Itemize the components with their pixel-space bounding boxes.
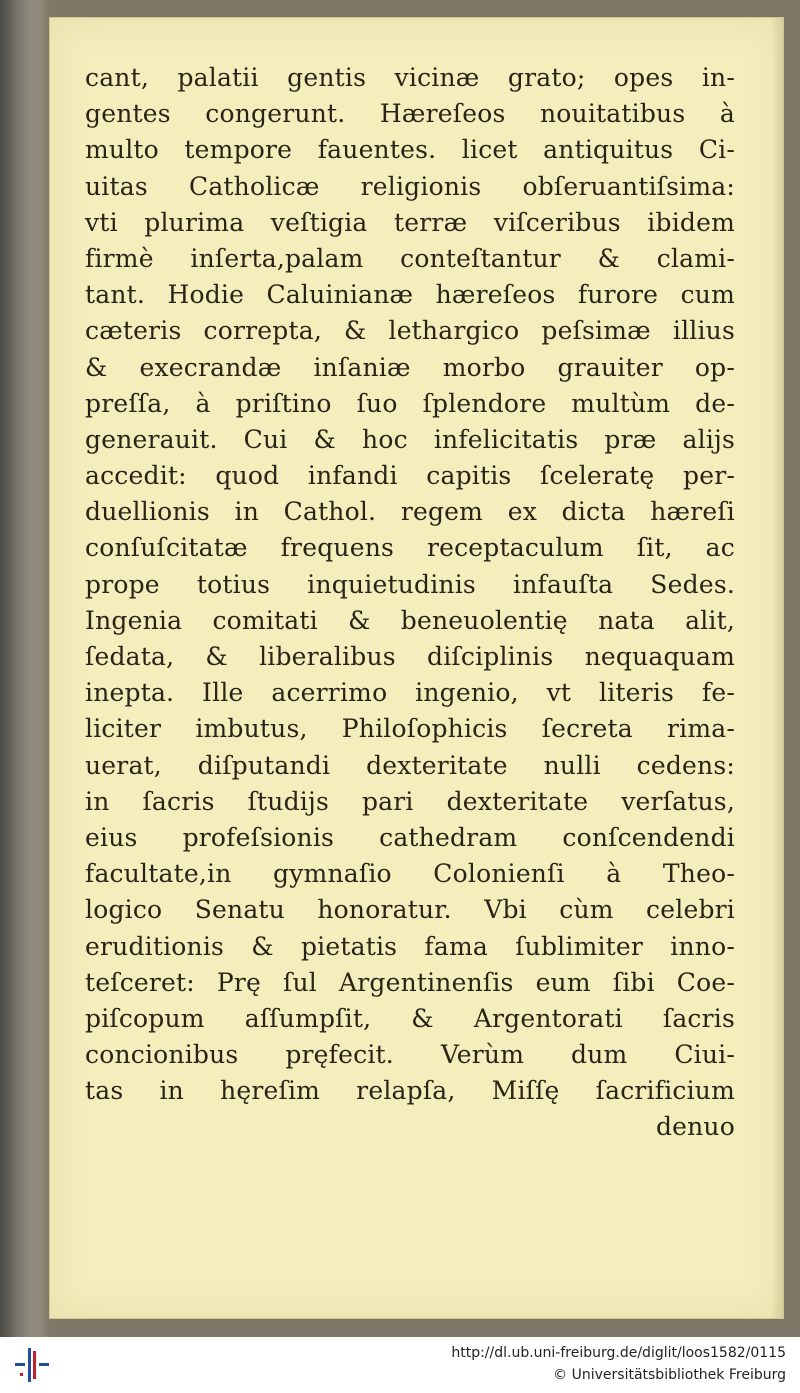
text-line: prope totius inquietudinis infauſta Sedes. [85,569,735,599]
catchword: denuo [655,1112,735,1142]
permalink-link[interactable]: http://dl.ub.uni-freiburg.de/diglit/loos1582/0115 [451,1345,786,1361]
text-line: concionibus pręfecit. Verùm dum Ciui- [85,1040,735,1070]
text-line: gentes congerunt. Hæreſeos nouitatibus à [85,99,735,129]
text-line: logico Senatu honoratur. Vbi cùm celebri [85,895,735,925]
university-library-logo-icon [12,1345,52,1385]
text-line: conſuſcitatæ frequens receptaculum ſit, ac [85,533,735,563]
text-line: in ſacris ſtudijs pari dexteritate verſatus, [85,786,735,816]
viewer-footer [0,1337,800,1393]
text-line: generauit. Cui & hoc infelicitatis præ alijs [85,424,735,454]
text-line: cant, palatii gentis vicinæ grato; opes in- [85,63,735,92]
text-line: uitas Catholicæ religionis obſeruantiſsima: [85,171,735,201]
text-line: tas in hęreſim relapſa, Miſſę ſacrificium [85,1076,735,1106]
text-line: accedit: quod infandi capitis ſceleratę per- [85,461,735,491]
text-line: preſſa, à priſtino ſuo ſplendore multùm de- [85,388,735,418]
text-line: multo tempore fauentes. licet antiquitus Ci- [85,135,735,165]
text-line: inepta. Ille acerrimo ingenio, vt literis fe- [85,678,735,708]
text-line: vti plurima veſtigia terræ viſceribus ibidem [85,207,735,237]
page-text-block [85,60,735,1146]
text-line: tant. Hodie Caluinianæ hæreſeos furore cum [85,280,735,310]
text-line: piſcopum aſſumpſit, & Argentorati ſacris [85,1003,735,1033]
text-line: uerat, diſputandi dexteritate nulli cedens: [85,750,735,780]
text-line: cæteris correpta, & lethargico peſsimæ illius [85,316,735,346]
copyright-notice: © Universitätsbibliothek Freiburg [553,1367,786,1383]
text-line: eruditionis & pietatis fama ſublimiter inno- [85,931,735,961]
text-line: & execrandæ inſaniæ morbo grauiter op- [85,352,735,382]
text-line: liciter imbutus, Philoſophicis ſecreta rima- [85,714,735,744]
text-line: duellionis in Cathol. regem ex dicta hæreſi [85,497,735,527]
text-line: firmè inſerta,palam conteſtantur & clami- [85,243,735,273]
page-edge-shadow [771,18,783,1318]
text-line: facultate,in gymnaſio Colonienſi à Theo- [85,859,735,889]
book-page [50,18,783,1318]
text-line: ſedata, & liberalibus diſciplinis nequaquam [85,642,735,671]
text-line: teſceret: Prę ſul Argentinenſis eum ſibi Coe- [85,967,735,997]
text-line: eius profeſsionis cathedram conſcendendi [85,822,735,852]
text-line: Ingenia comitati & beneuolentię nata alit, [85,605,735,635]
